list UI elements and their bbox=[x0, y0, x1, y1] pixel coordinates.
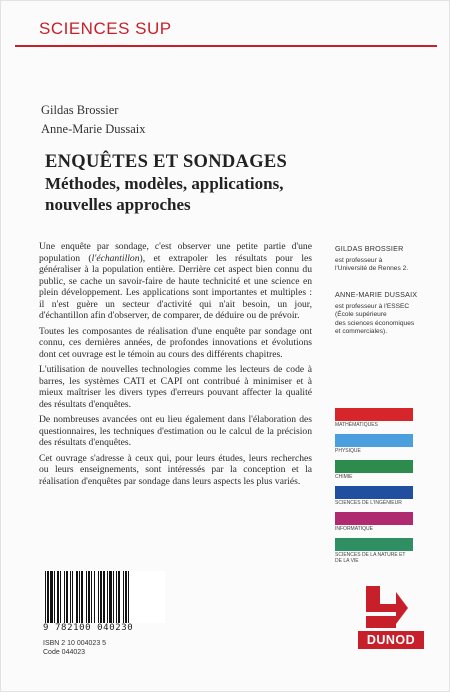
barcode-bar bbox=[60, 571, 61, 623]
author-bio bbox=[335, 245, 445, 274]
blurb-emphasis: l'échantillon bbox=[91, 252, 140, 264]
barcode-bar bbox=[109, 571, 112, 623]
book-subtitle-line: Méthodes, modèles, applications, bbox=[45, 174, 284, 193]
bio-line: est professeur à l'ESSEC bbox=[335, 303, 410, 311]
category-color-bar bbox=[335, 460, 413, 473]
barcode-bar bbox=[103, 571, 105, 623]
barcode-bar bbox=[64, 571, 65, 623]
barcode-bar bbox=[88, 571, 90, 623]
code-line: Code 044023 bbox=[43, 649, 86, 656]
isbn-line: ISBN 2 10 004023 5 bbox=[43, 640, 107, 647]
header-divider bbox=[15, 45, 437, 47]
category-color-bar bbox=[335, 408, 413, 421]
category-label: MATHÉMATIQUES bbox=[335, 422, 378, 428]
barcode-bar bbox=[100, 571, 102, 623]
category-label: INFORMATIQUE bbox=[335, 526, 373, 532]
barcode-bar bbox=[81, 571, 83, 623]
barcode-bar bbox=[116, 571, 117, 623]
blurb-paragraph: L'utilisation de nouvelles technologies comme les lecteurs de code à barres, les systèmes CATI et CAPI ont contribué à minimiser et à mieux maîtriser les divers types d'erreurs pouvant affecter la qualité des résultats d'enquêtes. bbox=[39, 364, 312, 410]
barcode-bar bbox=[76, 571, 78, 623]
category-color-bar bbox=[335, 512, 413, 525]
book-subtitle-line: nouvelles approches bbox=[45, 195, 191, 214]
bio-line: des sciences économiques bbox=[335, 319, 415, 327]
author-bio bbox=[335, 291, 445, 336]
title-block bbox=[45, 151, 305, 215]
barcode-bar bbox=[91, 571, 92, 623]
barcode-bar bbox=[79, 571, 80, 623]
blurb-paragraph: Une enquête par sondage, c'est observer une petite partie d'une population (l'échantillon), et extrapoler les résultats pour les généraliser à la population entière. Derrière cet aspect bien connu du public, se cache un savoir-faire de haute technicité et une science en plein développement. Les applications sont importantes et multiples : il n'est guère un secteur d'activité qui n'ait besoin, un jour, d'échantillon afin d'observer, de comparer, de déduire ou de prévoir. bbox=[39, 241, 312, 321]
barcode-bar bbox=[50, 571, 53, 623]
book-title: ENQUÊTES ET SONDAGES bbox=[45, 152, 288, 172]
barcode-bar bbox=[125, 571, 127, 623]
barcode-bar bbox=[45, 571, 46, 623]
barcode-bar bbox=[86, 571, 87, 623]
barcode-bar bbox=[70, 571, 71, 623]
barcode-bar bbox=[118, 571, 120, 623]
bio-line: et commerciales). bbox=[335, 327, 388, 335]
bio-line: (École supérieure bbox=[335, 311, 387, 319]
category-label: SCIENCES DE L'INGÉNIEUR bbox=[335, 500, 402, 506]
barcode-bar bbox=[123, 571, 124, 623]
blurb-paragraph: De nombreuses avancées ont eu lieu également dans l'élaboration des questionnaires, les techniques d'estimation ou le calcul de la précision des résultats d'enquêtes. bbox=[39, 414, 312, 448]
category-color-bar bbox=[335, 486, 413, 499]
category-label: PHYSIQUE bbox=[335, 448, 361, 454]
author-name: Anne-Marie Dussaix bbox=[41, 122, 146, 136]
category-legend bbox=[335, 408, 413, 564]
barcode-bar bbox=[113, 571, 114, 623]
barcode-digits: 9 782100 040230 bbox=[43, 623, 134, 633]
category-color-bar bbox=[335, 434, 413, 447]
barcode-bar bbox=[54, 571, 55, 623]
authors-block bbox=[41, 101, 146, 139]
blurb-paragraph: Cet ouvrage s'adresse à ceux qui, pour leurs études, leurs recherches ou leurs enseignements, sont intéressés par la conception et la réalisation d'enquêtes par sondage dans leurs aspects les plus variés. bbox=[39, 452, 312, 487]
barcode-bar bbox=[128, 571, 129, 623]
barcode bbox=[43, 571, 165, 623]
dunod-logo-icon bbox=[356, 584, 410, 630]
isbn-block bbox=[43, 639, 106, 657]
barcode-bar bbox=[94, 571, 95, 623]
bio-line: l'Université de Rennes 2. bbox=[335, 265, 409, 273]
series-name: SCIENCES SUP bbox=[39, 19, 172, 38]
blurb-paragraph: Toutes les composantes de réalisation d'une enquête par sondage ont connu, ces dernières années, de profondes innovations et évolutions dont cet ouvrage est le témoin au cours des différents chapitres. bbox=[39, 325, 312, 360]
category-label: SCIENCES DE LA NATURE ET DE LA VIE bbox=[335, 552, 406, 564]
barcode-bar bbox=[72, 571, 73, 623]
author-name: Gildas Brossier bbox=[41, 103, 119, 117]
category-label: CHIMIE bbox=[335, 474, 353, 480]
category-color-bar bbox=[335, 538, 413, 551]
barcode-bar bbox=[57, 571, 59, 623]
barcode-bar bbox=[47, 571, 49, 623]
barcode-bar bbox=[98, 571, 99, 623]
bio-line: est professeur à bbox=[335, 257, 383, 265]
bio-name: ANNE-MARIE DUSSAIX bbox=[335, 290, 418, 299]
barcode-bar bbox=[107, 571, 108, 623]
publisher-name: DUNOD bbox=[358, 631, 424, 649]
blurb bbox=[39, 241, 312, 491]
barcode-bar bbox=[66, 571, 68, 623]
bio-name: GILDAS BROSSIER bbox=[335, 244, 404, 253]
